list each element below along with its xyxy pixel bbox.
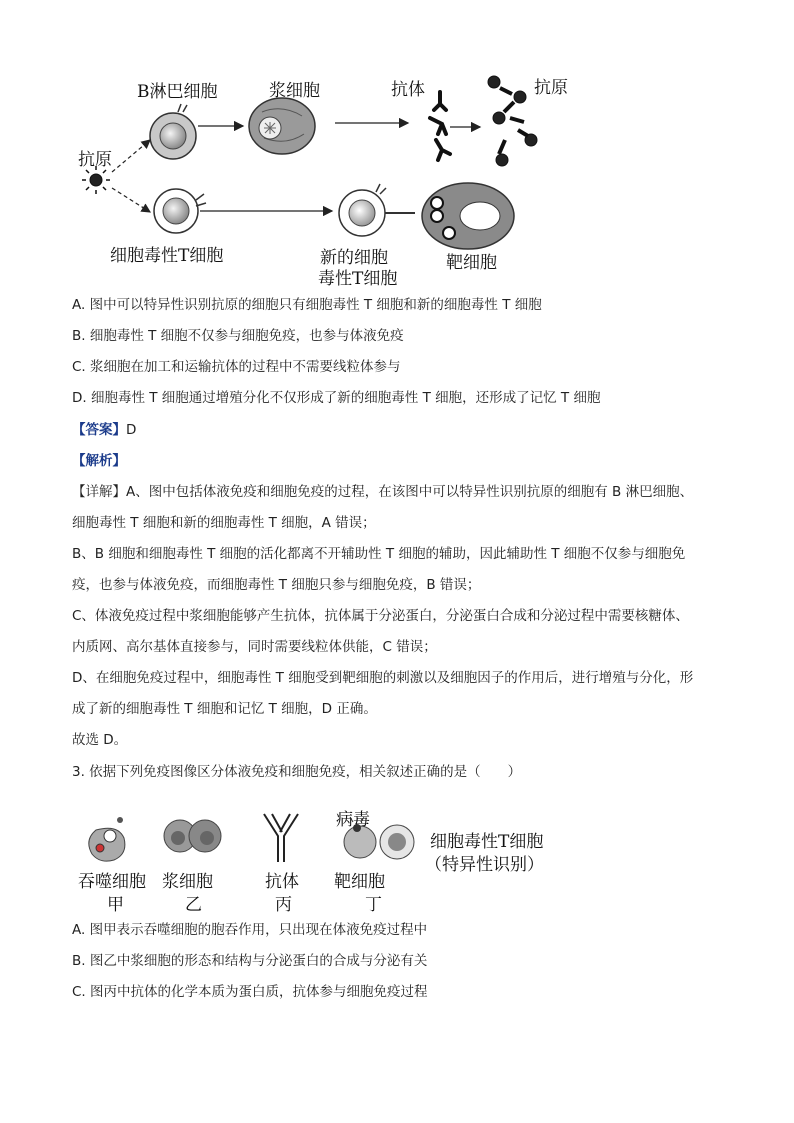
label-new-cell-2: 毒性T细胞	[318, 269, 398, 289]
antibody-shapes	[430, 92, 450, 160]
label-phagocyte: 吞噬细胞	[78, 872, 146, 892]
analysis-line: 内质网、高尔基体直接参与，同时需要线粒体供能，C 错误；	[72, 639, 437, 655]
answer-value: D	[126, 422, 137, 438]
answer-row	[72, 420, 136, 440]
label-target-2: 靶细胞	[334, 872, 385, 892]
label-new-cell-1: 新的细胞	[320, 248, 388, 268]
label-b-cell: B淋巴细胞	[137, 82, 218, 102]
analysis-line: C、体液免疫过程中浆细胞能够产生抗体，抗体属于分泌蛋白，分泌蛋白合成和分泌过程中需要核糖体、	[72, 608, 689, 624]
label-antibody-2: 抗体	[265, 872, 299, 892]
analysis-line: 故选 D。	[72, 732, 128, 748]
analysis-line: B、B 细胞和细胞毒性 T 细胞的活化都离不开辅助性 T 细胞的辅助，因此辅助性 T 细胞不仅参与细胞免	[72, 546, 686, 562]
label-plasma-cell: 浆细胞	[269, 81, 320, 101]
label-ding: 丁	[365, 895, 382, 915]
option-a: A. 图中可以特异性识别抗原的细胞只有细胞毒性 T 细胞和新的细胞毒性 T 细胞	[72, 297, 542, 313]
q3-option-a: A. 图甲表示吞噬细胞的胞吞作用，只出现在体液免疫过程中	[72, 922, 428, 938]
plasma-cell-image	[164, 820, 221, 852]
phagocyte-image	[89, 817, 125, 861]
option-c: C. 浆细胞在加工和运输抗体的过程中不需要线粒体参与	[72, 359, 401, 375]
immune-process-figure	[0, 0, 794, 290]
label-tcell-2: （特异性识别）	[425, 855, 544, 875]
analysis-label: 【解析】	[72, 453, 126, 469]
analysis-line: 细胞毒性 T 细胞和新的细胞毒性 T 细胞，A 错误；	[72, 515, 376, 531]
analysis-line: 【详解】A、图中包括体液免疫和细胞免疫的过程，在该图中可以特异性识别抗原的细胞有 B 淋巴细胞、	[72, 484, 694, 500]
antibody-image	[264, 814, 298, 862]
option-d: D. 细胞毒性 T 细胞通过增殖分化不仅形成了新的细胞毒性 T 细胞，还形成了记忆 T 细胞	[72, 390, 601, 406]
label-jia: 甲	[107, 895, 124, 915]
immune-images-figure	[0, 800, 794, 915]
label-target-cell: 靶细胞	[446, 253, 497, 273]
antigen-icon	[82, 166, 110, 194]
label-cytotoxic-t-cell: 细胞毒性T细胞	[110, 246, 224, 266]
label-antigen-left: 抗原	[78, 150, 112, 170]
label-plasma: 浆细胞	[162, 872, 213, 892]
label-antibody: 抗体	[391, 80, 425, 100]
q3-option-b: B. 图乙中浆细胞的形态和结构与分泌蛋白的合成与分泌有关	[72, 953, 428, 969]
label-virus: 病毒	[336, 810, 370, 830]
label-yi: 乙	[185, 895, 202, 915]
question-3: 3. 依据下列免疫图像区分体液免疫和细胞免疫，相关叙述正确的是（ ）	[72, 764, 522, 780]
answer-label: 【答案】	[72, 422, 126, 438]
label-antigen-right: 抗原	[534, 78, 568, 98]
option-b: B. 细胞毒性 T 细胞不仅参与细胞免疫，也参与体液免疫	[72, 328, 404, 344]
antigen-antibody-complex	[488, 76, 537, 166]
analysis-line: D、在细胞免疫过程中，细胞毒性 T 细胞受到靶细胞的刺激以及细胞因子的作用后，进行增殖与分化，形	[72, 670, 694, 686]
q3-option-c: C. 图丙中抗体的化学本质为蛋白质，抗体参与细胞免疫过程	[72, 984, 428, 1000]
analysis-line: 疫，也参与体液免疫，而细胞毒性 T 细胞只参与细胞免疫，B 错误；	[72, 577, 481, 593]
analysis-line: 成了新的细胞毒性 T 细胞和记忆 T 细胞，D 正确。	[72, 701, 377, 717]
label-bing: 丙	[275, 895, 292, 915]
label-tcell-1: 细胞毒性T细胞	[430, 832, 544, 852]
